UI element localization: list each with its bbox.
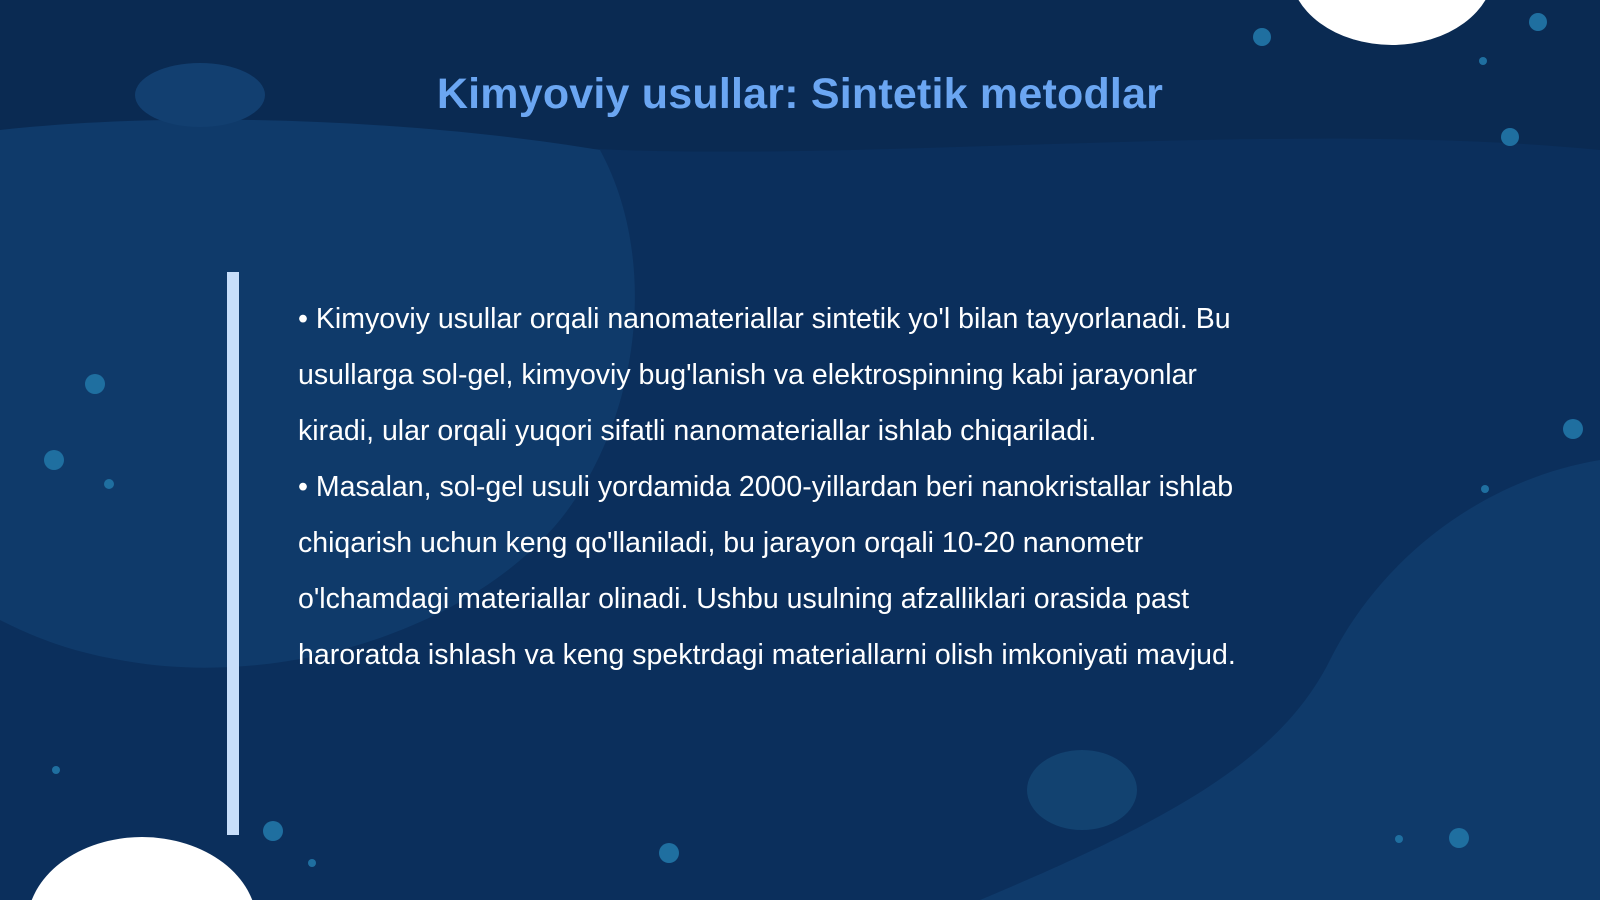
dot xyxy=(1395,835,1403,843)
dot xyxy=(104,479,114,489)
soft-ellipse-bottom xyxy=(1027,750,1137,830)
dot xyxy=(44,450,64,470)
dot xyxy=(1479,57,1487,65)
dot xyxy=(1481,485,1489,493)
dot xyxy=(659,843,679,863)
bullet-paragraph-2: • Masalan, sol-gel usuli yordamida 2000-yillardan beri nanokristallar ishlab chiqarish uchun keng qo'llaniladi, bu jarayon orqali 10-20 nanometr o'lchamdagi materiallar olinadi. Ushbu usulning afzalliklari orasida past haroratda ishlash va keng spektrdagi materiallarni olish imkoniyati mavjud. xyxy=(298,471,1236,671)
slide-body xyxy=(298,291,1278,683)
dot xyxy=(1563,419,1583,439)
dot xyxy=(52,766,60,774)
accent-bar xyxy=(227,272,239,835)
dot xyxy=(1529,13,1547,31)
dot xyxy=(308,859,316,867)
dot xyxy=(263,821,283,841)
slide-title: Kimyoviy usullar: Sintetik metodlar xyxy=(436,70,1164,118)
dot xyxy=(1501,128,1519,146)
dot xyxy=(1449,828,1469,848)
bullet-paragraph-1: • Kimyoviy usullar orqali nanomateriallar sintetik yo'l bilan tayyorlanadi. Bu usullarga sol-gel, kimyoviy bug'lanish va elektrospinning kabi jarayonlar kiradi, ular orqali yuqori sifatli nanomateriallar ishlab chiqariladi. xyxy=(298,303,1231,447)
dot xyxy=(85,374,105,394)
dot xyxy=(1253,28,1271,46)
